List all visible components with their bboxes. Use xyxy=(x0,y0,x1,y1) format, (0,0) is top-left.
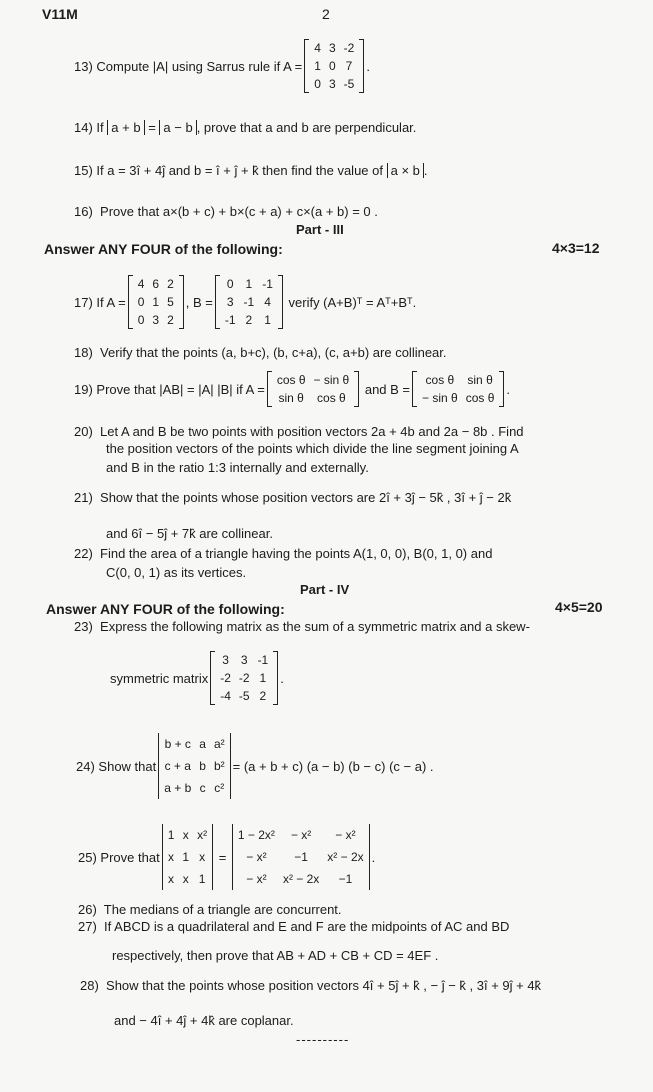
matrix-cell: -4 xyxy=(220,689,231,703)
matrix-a xyxy=(128,275,184,329)
matrix-cell: c + a xyxy=(164,759,191,773)
matrix-cell: 1 xyxy=(245,277,253,291)
matrix-a xyxy=(304,39,364,93)
matrix-cell: 3 xyxy=(222,653,229,667)
matrix-cell: − x² xyxy=(290,828,312,842)
question-23 xyxy=(74,619,530,634)
matrix-cell: 1 xyxy=(167,828,175,842)
question-number: 24) xyxy=(76,758,95,774)
question-number: 17) xyxy=(74,294,93,310)
matrix-cell: cos θ xyxy=(425,373,455,387)
end-rule: ---------- xyxy=(296,1032,350,1047)
abs-a-minus-b: a − b xyxy=(159,120,196,135)
question-number: 26) xyxy=(78,902,97,917)
matrix-cell: 4 xyxy=(264,295,271,309)
question-28 xyxy=(80,978,541,993)
question-number: 27) xyxy=(78,919,97,934)
matrix-cell: 3 xyxy=(328,77,336,91)
matrix-cell: 3 xyxy=(152,313,160,327)
question-24 xyxy=(76,733,434,799)
matrix-cell: 5 xyxy=(167,295,174,309)
matrix-row xyxy=(216,687,272,705)
question-text: If a = 3î + 4ĵ and b = î + ĵ + k̂ then find the value of xyxy=(96,163,383,178)
question-number: 25) xyxy=(78,849,97,865)
question-text: Prove that a×(b + c) + b×(c + a) + c×(a + b) = 0 . xyxy=(100,204,378,219)
matrix-cell: 4 xyxy=(137,277,145,291)
equals-sign: = xyxy=(218,849,227,865)
question-lead: Prove that xyxy=(100,849,160,865)
matrix-cell: 2 xyxy=(167,277,174,291)
question-22-line-2: C(0, 0, 1) as its vertices. xyxy=(106,565,247,580)
matrix-row xyxy=(234,868,368,890)
question-lead: Show that xyxy=(98,758,157,774)
matrix-row xyxy=(310,75,358,93)
part-4-marks: 4×5=20 xyxy=(555,599,603,615)
matrix-row xyxy=(273,371,353,389)
question-line: symmetric matrix xyxy=(110,670,209,686)
question-number: 18) xyxy=(74,345,93,360)
matrix-b xyxy=(215,275,283,329)
matrix-cell: 2 xyxy=(245,313,253,327)
matrix-cell: 0 xyxy=(137,295,145,309)
abs-a-plus-b: a + b xyxy=(107,120,144,135)
part-4-instruction: Answer ANY FOUR of the following: xyxy=(46,601,285,617)
question-number: 14) xyxy=(74,120,93,135)
matrix-cell: -2 xyxy=(343,41,355,55)
question-27-line-2: respectively, then prove that AB + AD + CB + CD = 4EF . xyxy=(112,948,439,963)
matrix-cell: x xyxy=(168,850,175,864)
question-tail: . xyxy=(366,58,370,74)
question-tail: = (a + b + c) (a − b) (b − c) (c − a) . xyxy=(232,758,434,774)
question-line: Show that the points whose position vectors are 2î + 3ĵ − 5k̂ , 3î + ĵ − 2k̂ xyxy=(100,490,512,505)
question-20 xyxy=(74,423,524,441)
matrix-cell: -1 xyxy=(262,277,273,291)
matrix-row xyxy=(310,57,358,75)
part-3-marks: 4×3=12 xyxy=(552,240,600,256)
question-line: If ABCD is a quadrilateral and E and F are the midpoints of AC and BD xyxy=(104,919,510,934)
paper-code: V11M xyxy=(42,6,78,22)
matrix-row xyxy=(310,39,358,57)
matrix-row xyxy=(134,311,178,329)
question-line: Express the following matrix as the sum of a symmetric matrix and a skew- xyxy=(100,619,530,634)
question-19 xyxy=(74,366,510,412)
matrix-cell: 0 xyxy=(226,277,234,291)
matrix-cell: − sin θ xyxy=(313,373,350,387)
matrix-cell: x xyxy=(182,872,189,886)
question-number: 22) xyxy=(74,546,93,561)
matrix-cell: b² xyxy=(213,759,225,773)
matrix-cell: -5 xyxy=(238,689,250,703)
question-27 xyxy=(78,919,509,934)
matrix-row xyxy=(160,777,228,799)
question-number: 13) xyxy=(74,58,93,74)
abs-a-cross-b: a × b xyxy=(387,163,424,178)
matrix-cell: 1 xyxy=(182,850,190,864)
question-tail: . xyxy=(371,849,376,865)
matrix-cell: −1 xyxy=(338,872,353,886)
matrix-cell: 0 xyxy=(328,59,336,73)
matrix-cell: a² xyxy=(213,737,225,751)
part-4-title: Part - IV xyxy=(300,582,350,597)
matrix-cell: 7 xyxy=(345,59,353,73)
question-line: Show that the points whose position vectors 4î + 5ĵ + k̂ , − ĵ − k̂ , 3î + 9ĵ + 4k̂ xyxy=(106,978,542,993)
part-3-title: Part - III xyxy=(296,222,344,237)
matrix-cell: 3 xyxy=(328,41,336,55)
question-20-line-2: the position vectors of the points which divide the line segment joining A xyxy=(106,441,519,456)
matrix-cell: 2 xyxy=(259,689,267,703)
matrix-cell: x xyxy=(199,850,206,864)
matrix-a xyxy=(267,371,359,407)
matrix-row xyxy=(164,824,211,846)
question-17 xyxy=(74,270,416,334)
matrix-cell: sin θ xyxy=(278,391,304,405)
question-14 xyxy=(74,120,416,135)
matrix-cell: −1 xyxy=(294,850,308,864)
matrix-cell: 1 − 2x² xyxy=(237,828,275,842)
matrix-cell: -5 xyxy=(343,77,355,91)
question-tail: . xyxy=(280,670,284,686)
question-21-line-2: and 6î − 5ĵ + 7k̂ are collinear. xyxy=(106,526,273,541)
matrix-cell: -1 xyxy=(243,295,255,309)
matrix xyxy=(210,651,278,705)
matrix-cell: − sin θ xyxy=(422,391,458,405)
matrix-cell: − x² xyxy=(246,850,267,864)
matrix-cell: x xyxy=(168,872,175,886)
question-15 xyxy=(74,163,428,178)
matrix-cell: 2 xyxy=(167,313,174,327)
matrix-row xyxy=(164,868,211,890)
determinant-left xyxy=(162,824,213,890)
question-28-line-2: and − 4î + 4ĵ + 4k̂ are coplanar. xyxy=(114,1013,294,1028)
matrix-cell: -1 xyxy=(224,313,236,327)
question-23-line-2 xyxy=(110,646,284,710)
matrix-cell: sin θ xyxy=(467,373,493,387)
matrix-cell: a + b xyxy=(164,781,192,795)
question-lead: Prove that |AB| = |A| |B| if A = xyxy=(96,381,265,397)
matrix-row xyxy=(234,824,368,846)
matrix-cell: cos θ xyxy=(317,391,346,405)
question-tail: . xyxy=(423,163,428,178)
question-22 xyxy=(74,546,492,561)
part-3-instruction: Answer ANY FOUR of the following: xyxy=(44,241,283,257)
question-line: Find the area of a triangle having the points A(1, 0, 0), B(0, 1, 0) and xyxy=(100,546,493,561)
question-26 xyxy=(78,902,342,917)
matrix-row xyxy=(160,733,228,755)
matrix-cell: 6 xyxy=(152,277,160,291)
matrix-cell: 1 xyxy=(198,872,206,886)
matrix-row xyxy=(221,275,277,293)
matrix-cell: 0 xyxy=(137,313,145,327)
matrix-cell: x xyxy=(182,828,189,842)
matrix-cell: a xyxy=(199,737,206,751)
page-number: 2 xyxy=(322,6,330,22)
matrix-cell: c² xyxy=(214,781,225,795)
matrix-cell: 1 xyxy=(314,59,321,73)
matrix-cell: 3 xyxy=(240,653,248,667)
matrix-row xyxy=(164,846,211,868)
matrix-row xyxy=(160,755,228,777)
question-18 xyxy=(74,345,447,360)
question-tail: , prove that a and b are perpendicular. xyxy=(196,120,417,135)
matrix-cell: x² − 2x xyxy=(282,872,320,886)
matrix-row xyxy=(221,311,277,329)
question-tail: . xyxy=(506,381,511,397)
question-20-line-3: and B in the ratio 1:3 internally and externally. xyxy=(106,460,369,475)
question-21 xyxy=(74,490,511,505)
matrix-cell: 3 xyxy=(226,295,234,309)
question-number: 15) xyxy=(74,163,93,178)
question-number: 16) xyxy=(74,204,93,219)
matrix-cell: b xyxy=(199,759,206,773)
matrix-b xyxy=(412,371,504,407)
matrix-cell: -2 xyxy=(238,671,250,685)
question-text: Compute |A| using Sarrus rule if A = xyxy=(96,58,303,74)
question-25 xyxy=(78,820,375,894)
matrix-cell: b + c xyxy=(164,737,191,751)
matrix-cell: -2 xyxy=(220,671,231,685)
question-line: Let A and B be two points with position vectors 2a + 4b and 2a − 8b . Find xyxy=(100,424,524,439)
matrix-row xyxy=(418,389,498,407)
question-lead: If A = xyxy=(96,294,126,310)
question-text: Verify that the points (a, b+c), (b, c+a), (c, a+b) are collinear. xyxy=(100,345,447,360)
question-13 xyxy=(74,34,370,98)
matrix-cell: cos θ xyxy=(276,373,306,387)
question-text: The medians of a triangle are concurrent. xyxy=(103,902,342,917)
matrix-row xyxy=(134,293,178,311)
question-mid: , B = xyxy=(185,294,213,310)
question-number: 19) xyxy=(74,381,93,397)
matrix-cell: cos θ xyxy=(465,391,495,405)
matrix-cell: − x² xyxy=(335,828,356,842)
question-mid: and B = xyxy=(364,381,411,397)
matrix-cell: 0 xyxy=(314,77,321,91)
determinant-right xyxy=(232,824,370,890)
matrix-cell: 1 xyxy=(264,313,271,327)
matrix-cell: 4 xyxy=(314,41,321,55)
question-lead: If xyxy=(96,120,104,135)
matrix-cell: 1 xyxy=(152,295,160,309)
matrix-cell: − x² xyxy=(246,872,267,886)
question-number: 21) xyxy=(74,490,93,505)
question-tail: verify (A+B)ᵀ = Aᵀ+Bᵀ. xyxy=(288,294,417,310)
matrix-row xyxy=(273,389,353,407)
question-16 xyxy=(74,204,378,219)
matrix-cell: x² xyxy=(197,828,208,842)
matrix-cell: 1 xyxy=(259,671,267,685)
matrix-row xyxy=(221,293,277,311)
question-number: 28) xyxy=(80,978,99,993)
matrix-row xyxy=(216,651,272,669)
question-number: 23) xyxy=(74,619,93,634)
determinant xyxy=(158,733,230,799)
matrix-row xyxy=(234,846,368,868)
matrix-cell: c xyxy=(199,781,206,795)
question-number: 20) xyxy=(74,424,93,439)
matrix-cell: -1 xyxy=(257,653,269,667)
equals-sign: = xyxy=(148,120,156,135)
matrix-row xyxy=(418,371,498,389)
matrix-row xyxy=(216,669,272,687)
matrix-cell: x² − 2x xyxy=(327,850,364,864)
matrix-row xyxy=(134,275,178,293)
